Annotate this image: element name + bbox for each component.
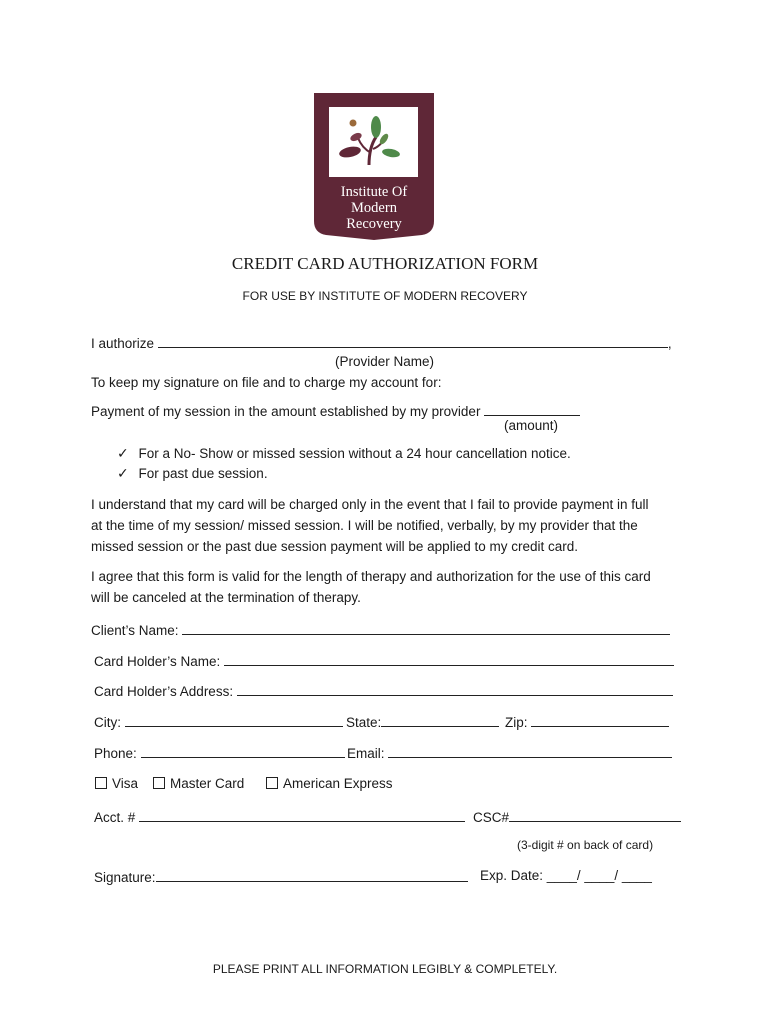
amount-caption: (amount) [504, 418, 559, 433]
exp-date-field[interactable]: ____/ ____/ ____ [546, 868, 652, 883]
zip-row [505, 713, 669, 730]
paragraph-line: I understand that my card will be charged only in the event that I fail to provide payment in full [91, 497, 649, 512]
csc-caption: (3-digit # on back of card) [517, 838, 654, 852]
signature-field[interactable] [156, 868, 468, 882]
provider-name-field[interactable] [158, 334, 668, 348]
email-label: Email: [347, 746, 385, 761]
clients-name-field[interactable] [182, 621, 670, 635]
card-type-mastercard[interactable] [153, 776, 244, 791]
zip-field[interactable] [531, 713, 669, 727]
clients-name-row [91, 621, 670, 638]
card-type-label: Visa [112, 776, 139, 791]
acct-row [94, 808, 465, 825]
city-label: City: [94, 715, 121, 730]
card-type-label: Master Card [170, 776, 245, 791]
checklist-item [117, 466, 268, 482]
state-label: State: [346, 715, 382, 730]
csc-row [473, 808, 681, 825]
institute-logo [314, 93, 434, 240]
checklist-item-text: For a No- Show or missed session without a 24 hour cancellation notice. [138, 446, 571, 461]
authorize-comma: , [667, 336, 672, 351]
checklist-item-text: For past due session. [138, 466, 268, 481]
paragraph-line: I agree that this form is valid for the length of therapy and authorization for the use of this card [91, 569, 651, 584]
card-holder-name-row [94, 652, 674, 669]
logo-line-2: Modern [351, 200, 397, 216]
phone-label: Phone: [94, 746, 137, 761]
exp-date-row [480, 868, 652, 883]
authorize-label: I authorize [91, 336, 155, 351]
card-type-visa[interactable] [95, 776, 138, 791]
paragraph-line: will be canceled at the termination of therapy. [91, 590, 361, 605]
card-holder-address-field[interactable] [237, 682, 673, 696]
paragraph-line: at the time of my session/ missed session. I will be notified, verbally, by my provider that the [91, 518, 638, 533]
phone-row [94, 744, 345, 761]
email-row [347, 744, 672, 761]
state-field[interactable] [381, 713, 499, 727]
checklist-item [117, 446, 571, 462]
csc-label: CSC# [473, 810, 510, 825]
checkbox-icon[interactable] [153, 777, 165, 789]
authorize-row [91, 334, 672, 351]
signature-label: Signature: [94, 870, 156, 885]
logo-line-3: Recovery [346, 216, 402, 232]
signature-row [94, 868, 468, 885]
email-field[interactable] [388, 744, 672, 758]
clients-name-label: Client’s Name: [91, 623, 179, 638]
card-type-amex[interactable] [266, 776, 393, 791]
logo-line-1: Institute Of [340, 184, 408, 200]
card-holder-address-label: Card Holder’s Address: [94, 684, 234, 699]
keep-signature-text: To keep my signature on file and to charge my account for: [91, 375, 442, 390]
checkbox-icon[interactable] [266, 777, 278, 789]
acct-field[interactable] [139, 808, 465, 822]
card-holder-name-field[interactable] [224, 652, 674, 666]
acct-label: Acct. # [94, 810, 136, 825]
payment-row [91, 402, 580, 419]
amount-field[interactable] [484, 402, 580, 416]
checkmark-icon: ✓ [117, 466, 129, 482]
form-subtitle: FOR USE BY INSTITUTE OF MODERN RECOVERY [242, 289, 528, 303]
checkbox-icon[interactable] [95, 777, 107, 789]
footer-note: PLEASE PRINT ALL INFORMATION LEGIBLY & COMPLETELY. [212, 962, 558, 976]
exp-date-label: Exp. Date: [480, 868, 544, 883]
form-title: CREDIT CARD AUTHORIZATION FORM [231, 254, 539, 273]
city-field[interactable] [125, 713, 343, 727]
state-row [346, 713, 499, 730]
paragraph-line: missed session or the past due session payment will be applied to my credit card. [91, 539, 578, 554]
card-holder-address-row [94, 682, 673, 699]
phone-field[interactable] [141, 744, 345, 758]
card-type-label: American Express [283, 776, 393, 791]
zip-label: Zip: [505, 715, 528, 730]
payment-text: Payment of my session in the amount established by my provider [91, 404, 481, 419]
city-row [94, 713, 343, 730]
provider-name-caption: (Provider Name) [335, 354, 435, 369]
card-holder-name-label: Card Holder’s Name: [94, 654, 221, 669]
checkmark-icon: ✓ [117, 446, 129, 462]
csc-field[interactable] [509, 808, 681, 822]
